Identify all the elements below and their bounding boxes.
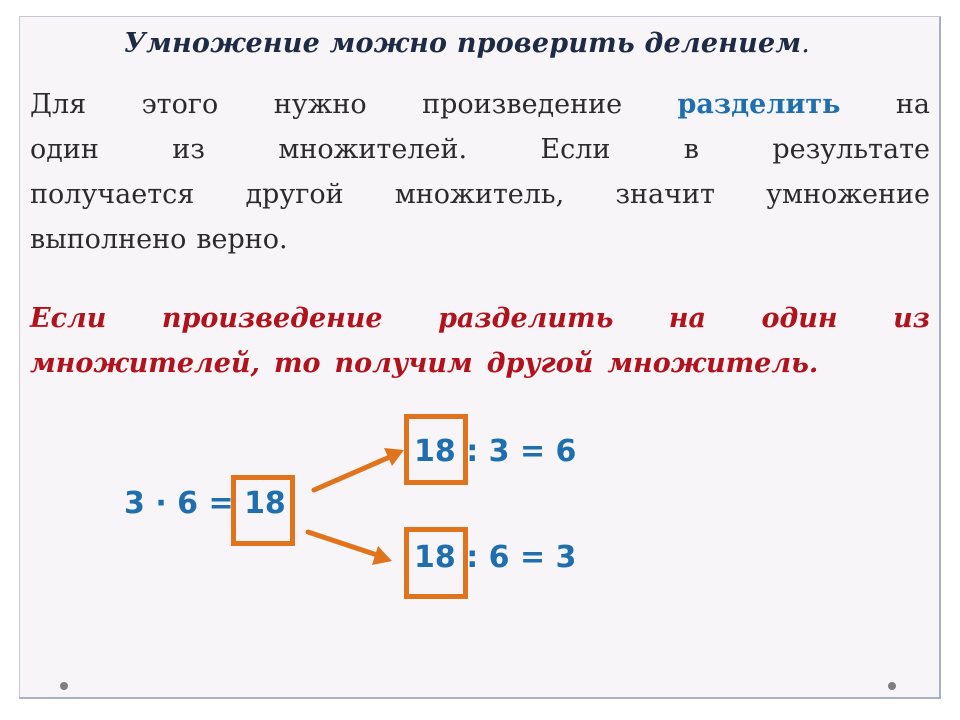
- word: Если: [540, 134, 611, 165]
- word: Если: [30, 303, 107, 334]
- word: множителей.: [278, 134, 468, 165]
- paragraph-line: [30, 82, 930, 127]
- slide-title-text: Умножение можно проверить делением: [124, 28, 802, 59]
- word: результате: [772, 134, 930, 165]
- check1-rest: : 3 = 6: [466, 434, 577, 469]
- word: произведение: [422, 89, 623, 120]
- corner-dot-right: [888, 682, 896, 690]
- paragraph-line: [30, 172, 930, 217]
- rule-statement: [30, 296, 930, 386]
- word: множитель.: [607, 348, 819, 379]
- word: из: [893, 303, 930, 334]
- word: верно.: [196, 224, 288, 255]
- word: на: [668, 303, 707, 334]
- check2-dividend: 18: [414, 540, 456, 575]
- keyword-divide: разделить: [677, 89, 841, 120]
- word: то: [273, 348, 321, 379]
- word: значит: [615, 179, 715, 210]
- check1-highlight-box: [404, 414, 468, 485]
- word: получается: [30, 179, 195, 210]
- paragraph-line: [30, 217, 930, 262]
- check2-rest: : 6 = 3: [466, 540, 577, 575]
- word: выполнено: [30, 224, 187, 255]
- word: другой: [245, 179, 344, 210]
- slide-title-period: .: [801, 28, 810, 59]
- word: множителей,: [30, 348, 260, 379]
- check2-highlight-box: [404, 527, 468, 599]
- word: один: [30, 134, 99, 165]
- explanation-paragraph: [30, 82, 930, 262]
- word: Для: [30, 89, 87, 120]
- word: другой: [486, 348, 594, 379]
- corner-dot-left: [60, 682, 68, 690]
- slide-title: [124, 28, 810, 59]
- word: в: [683, 134, 699, 165]
- check1-dividend: 18: [414, 434, 456, 469]
- word: умножение: [766, 179, 930, 210]
- word: один: [761, 303, 838, 334]
- word: на: [895, 89, 930, 120]
- word: множитель,: [394, 179, 565, 210]
- rule-line: [30, 296, 930, 341]
- product-expression-text: 3 · 6 =: [124, 486, 245, 521]
- word: получим: [334, 348, 473, 379]
- word: нужно: [273, 89, 367, 120]
- product-value: 18: [244, 486, 286, 521]
- product-highlight-box: [231, 475, 295, 546]
- word: разделить: [438, 303, 614, 334]
- rule-line: [30, 341, 930, 386]
- paragraph-line: [30, 127, 930, 172]
- word: из: [172, 134, 205, 165]
- word: произведение: [161, 303, 383, 334]
- word: этого: [141, 89, 219, 120]
